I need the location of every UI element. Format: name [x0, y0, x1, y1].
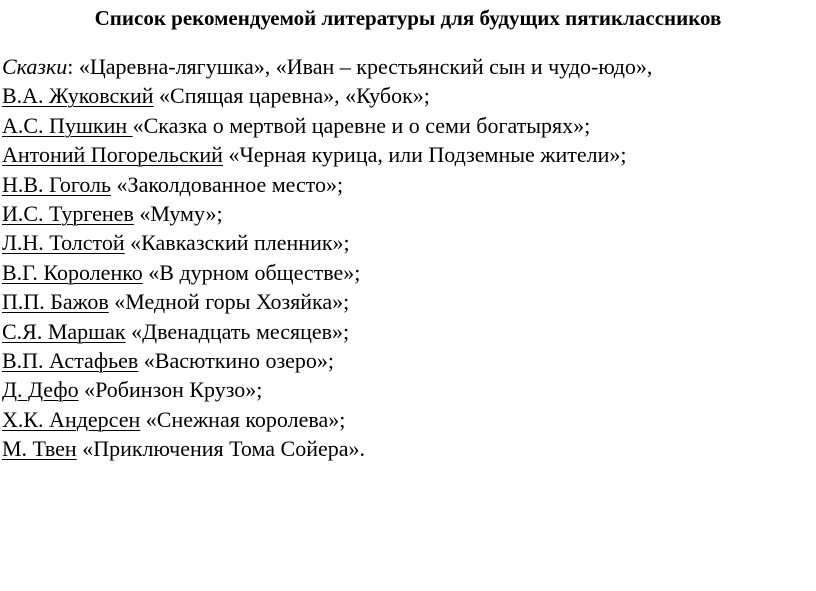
- list-item: [2, 81, 814, 110]
- author-name: Х.К. Андерсен: [2, 406, 141, 432]
- author-name: В.П. Астафьев: [2, 348, 139, 374]
- author-name: П.П. Бажов: [2, 289, 109, 315]
- author-name: Антоний Погорельский: [2, 142, 223, 168]
- genre-label: Сказки: [2, 54, 68, 79]
- list-item: [2, 170, 814, 199]
- author-name: Л.Н. Толстой: [2, 230, 125, 256]
- list-item: [2, 199, 814, 228]
- list-item: [2, 405, 814, 434]
- works-text: «Муму»;: [133, 201, 223, 227]
- works-text: «Спящая царевна», «Кубок»;: [153, 83, 430, 109]
- page-title: Список рекомендуемой литературы для будущих пятиклассников: [94, 6, 722, 30]
- works-text: «В дурном обществе»;: [142, 259, 361, 285]
- author-name: М. Твен: [2, 436, 77, 462]
- author-name: Н.В. Гоголь: [2, 171, 112, 197]
- list-item: [2, 434, 814, 463]
- works-text: «Робинзон Крузо»;: [78, 377, 263, 403]
- list-item: [2, 346, 814, 375]
- literature-list: [2, 52, 814, 464]
- author-name: В.Г. Короленко: [2, 259, 143, 285]
- intro-line: [2, 52, 814, 81]
- list-item: [2, 228, 814, 257]
- list-item: [2, 258, 814, 287]
- works-text: «Кавказский пленник»;: [124, 230, 350, 256]
- intro-works: : «Царевна-лягушка», «Иван – крестьянский сын и чудо-юдо»,: [67, 54, 653, 79]
- list-item: [2, 287, 814, 316]
- author-name: С.Я. Маршак: [2, 318, 126, 344]
- list-item: [2, 375, 814, 404]
- author-name: Д. Дефо: [2, 377, 79, 403]
- works-text: «Медной горы Хозяйка»;: [108, 289, 350, 315]
- list-item: [2, 111, 814, 140]
- list-item: [2, 317, 814, 346]
- works-text: «Васюткино озеро»;: [138, 348, 335, 374]
- works-text: «Заколдованное место»;: [111, 171, 344, 197]
- author-name: В.А. Жуковский: [2, 83, 154, 109]
- works-text: «Снежная королева»;: [140, 406, 346, 432]
- works-text: «Черная курица, или Подземные жители»;: [222, 142, 627, 168]
- works-text: «Сказка о мертвой царевне и о семи богатырях»;: [132, 112, 591, 138]
- works-text: «Двенадцать месяцев»;: [125, 318, 350, 344]
- works-text: «Приключения Тома Сойера».: [76, 436, 366, 462]
- author-name: А.С. Пушкин: [2, 112, 133, 138]
- author-name: И.С. Тургенев: [2, 201, 134, 227]
- list-item: [2, 140, 814, 169]
